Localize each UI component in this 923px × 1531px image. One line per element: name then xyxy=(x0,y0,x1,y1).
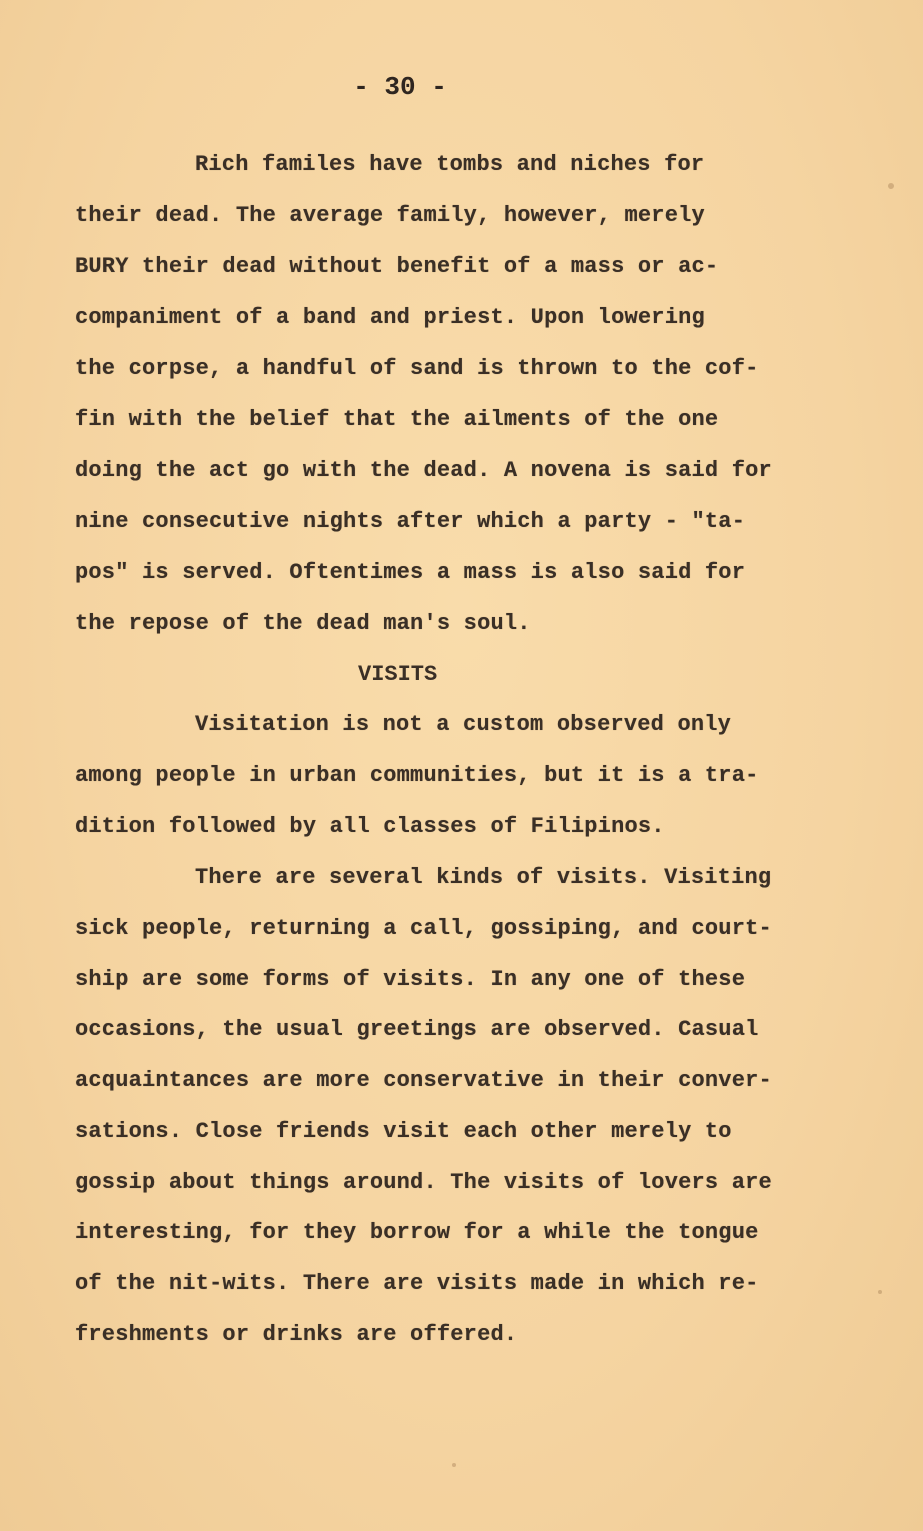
paragraph-2-line: Visitation is not a custom observed only xyxy=(195,712,732,737)
paragraph-2-line: among people in urban communities, but it is a tra- xyxy=(75,763,759,788)
paragraph-1-line: Rich familes have tombs and niches for xyxy=(195,152,705,177)
paragraph-1-line: pos" is served. Oftentimes a mass is also said for xyxy=(75,560,746,585)
paragraph-2-line: dition followed by all classes of Filipinos. xyxy=(75,814,665,839)
paragraph-3-line: freshments or drinks are offered. xyxy=(75,1322,518,1347)
paper-speck xyxy=(878,1290,882,1294)
paper-speck xyxy=(888,183,894,189)
paragraph-3-line: occasions, the usual greetings are observed. Casual xyxy=(75,1017,759,1042)
paragraph-1-line: the repose of the dead man's soul. xyxy=(75,611,531,636)
paragraph-3-line: sick people, returning a call, gossiping, and court- xyxy=(75,916,772,941)
paragraph-3-line: ship are some forms of visits. In any one of these xyxy=(75,967,746,992)
paragraph-1-line: the corpse, a handful of sand is thrown to the cof- xyxy=(75,356,759,381)
paragraph-1-line: their dead. The average family, however, merely xyxy=(75,203,705,228)
page-number: - 30 - xyxy=(353,72,447,102)
paragraph-1-line: nine consecutive nights after which a party - "ta- xyxy=(75,509,746,534)
paragraph-1-line: BURY their dead without benefit of a mass or ac- xyxy=(75,254,719,279)
paragraph-3-line: acquaintances are more conservative in their conver- xyxy=(75,1068,772,1093)
paragraph-3-line: interesting, for they borrow for a while the tongue xyxy=(75,1220,759,1245)
paragraph-3-line: sations. Close friends visit each other merely to xyxy=(75,1119,732,1144)
paragraph-3-line: gossip about things around. The visits of lovers are xyxy=(75,1170,772,1195)
section-heading: VISITS xyxy=(358,662,438,687)
paragraph-1-line: doing the act go with the dead. A novena is said for xyxy=(75,458,772,483)
paragraph-1-line: companiment of a band and priest. Upon lowering xyxy=(75,305,705,330)
paragraph-3-line: There are several kinds of visits. Visiting xyxy=(195,865,772,890)
paragraph-3-line: of the nit-wits. There are visits made in which re- xyxy=(75,1271,759,1296)
paper-speck xyxy=(452,1463,456,1467)
paragraph-1-line: fin with the belief that the ailments of the one xyxy=(75,407,719,432)
